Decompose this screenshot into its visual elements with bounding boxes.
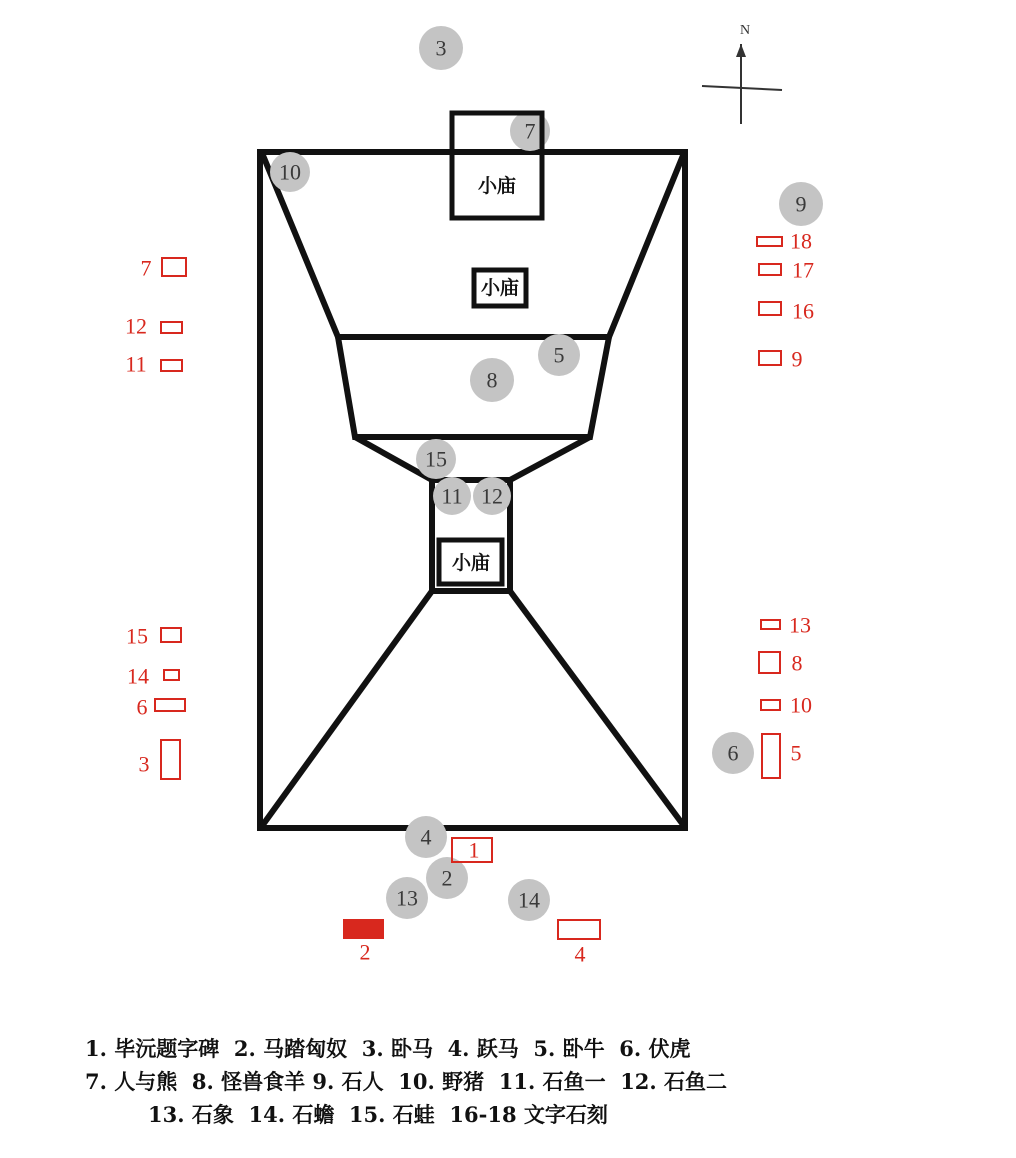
red-marker-label: 5	[790, 740, 802, 766]
grey-marker-label: 15	[425, 446, 447, 472]
red-marker-label: 6	[136, 694, 148, 720]
red-marker-rect	[762, 734, 780, 778]
red-marker-3	[139, 740, 181, 779]
red-marker-4	[558, 920, 600, 967]
red-marker-rect	[155, 699, 185, 711]
red-marker-label: 1	[468, 837, 480, 863]
grey-marker-label: 7	[524, 118, 536, 144]
grey-marker-label: 13	[396, 885, 418, 911]
red-marker-rect	[759, 652, 780, 673]
red-marker-1	[452, 838, 492, 863]
grey-marker-label: 14	[518, 887, 540, 913]
red-marker-rect	[761, 620, 780, 629]
grey-marker-layer	[270, 26, 823, 921]
red-marker-rect	[161, 740, 180, 779]
red-marker-16	[759, 299, 814, 324]
red-marker-rect	[164, 670, 179, 680]
temple-middle-label: 小庙	[480, 277, 520, 299]
red-marker-5	[762, 734, 802, 778]
grey-marker-4	[405, 816, 447, 858]
grey-marker-label: 3	[435, 35, 447, 61]
red-marker-label: 9	[791, 346, 803, 372]
grey-marker-8	[470, 358, 514, 402]
red-marker-14	[127, 664, 179, 689]
red-marker-rect	[761, 700, 780, 710]
grey-marker-15	[416, 439, 456, 479]
red-marker-label: 12	[125, 313, 147, 339]
red-marker-label: 3	[138, 751, 150, 777]
grey-marker-10	[270, 152, 310, 192]
grey-marker-label: 12	[481, 483, 503, 509]
red-marker-8	[759, 651, 803, 676]
red-marker-2	[344, 920, 383, 965]
north-arrow-icon	[702, 23, 782, 124]
grey-marker-12	[473, 477, 511, 515]
red-marker-label: 7	[140, 255, 152, 281]
red-marker-rect	[759, 264, 781, 275]
grey-marker-label: 10	[279, 159, 301, 185]
red-marker-17	[759, 258, 814, 283]
red-marker-label: 8	[791, 650, 803, 676]
grey-marker-label: 8	[486, 367, 498, 393]
red-marker-rect	[759, 351, 781, 365]
grey-marker-9	[779, 182, 823, 226]
red-marker-18	[757, 229, 812, 254]
mound-outline	[260, 152, 685, 828]
red-marker-15	[126, 624, 181, 649]
grey-marker-label: 5	[553, 342, 565, 368]
red-marker-label: 10	[790, 692, 812, 718]
grey-marker-label: 2	[441, 865, 453, 891]
red-marker-rect	[162, 258, 186, 276]
red-marker-rect	[161, 360, 182, 371]
red-marker-12	[125, 314, 182, 339]
grey-marker-13	[386, 877, 428, 919]
red-marker-rect	[161, 628, 181, 642]
red-marker-13	[761, 613, 811, 638]
legend-line-1: 1. 毕沅题字碑 2. 马踏匈奴 3. 卧马 4. 跃马 5. 卧牛 6. 伏虎	[85, 1036, 691, 1061]
north-label: N	[739, 23, 751, 38]
red-marker-7	[141, 256, 187, 281]
grey-marker-14	[508, 879, 550, 921]
red-marker-rect	[161, 322, 182, 333]
red-marker-label: 15	[126, 623, 148, 649]
grey-marker-6	[712, 732, 754, 774]
grey-marker-label: 4	[420, 824, 432, 850]
red-marker-rect	[558, 920, 600, 939]
grey-marker-label: 6	[727, 740, 739, 766]
grey-marker-3	[419, 26, 463, 70]
red-marker-label: 11	[125, 351, 147, 377]
red-marker-rect	[757, 237, 782, 246]
red-marker-10	[761, 693, 812, 718]
grey-marker-2	[426, 857, 468, 899]
red-marker-label: 16	[792, 298, 814, 324]
red-marker-label: 18	[790, 228, 812, 254]
red-marker-label: 14	[127, 663, 149, 689]
temple-lower	[439, 540, 502, 584]
red-marker-9	[759, 347, 803, 372]
red-marker-rect	[759, 302, 781, 315]
red-marker-label: 17	[792, 257, 814, 283]
red-marker-6	[137, 695, 186, 720]
red-marker-rect	[344, 920, 383, 938]
temple-lower-label: 小庙	[451, 552, 491, 574]
red-marker-label: 4	[574, 941, 586, 967]
temple-middle	[474, 270, 526, 306]
temple-top-label: 小庙	[477, 175, 517, 197]
legend-line-3: 13. 石象 14. 石蟾 15. 石蛙 16-18 文字石刻	[148, 1102, 608, 1127]
grey-marker-5	[538, 334, 580, 376]
grey-marker-11	[433, 477, 471, 515]
red-marker-label: 2	[359, 939, 371, 965]
grey-marker-label: 9	[795, 191, 807, 217]
red-marker-label: 13	[789, 612, 811, 638]
grey-marker-label: 11	[441, 483, 463, 509]
legend-line-2: 7. 人与熊 8. 怪兽食羊 9. 石人 10. 野猪 11. 石鱼一 12. 石鱼二	[85, 1069, 728, 1094]
red-marker-11	[125, 352, 182, 377]
